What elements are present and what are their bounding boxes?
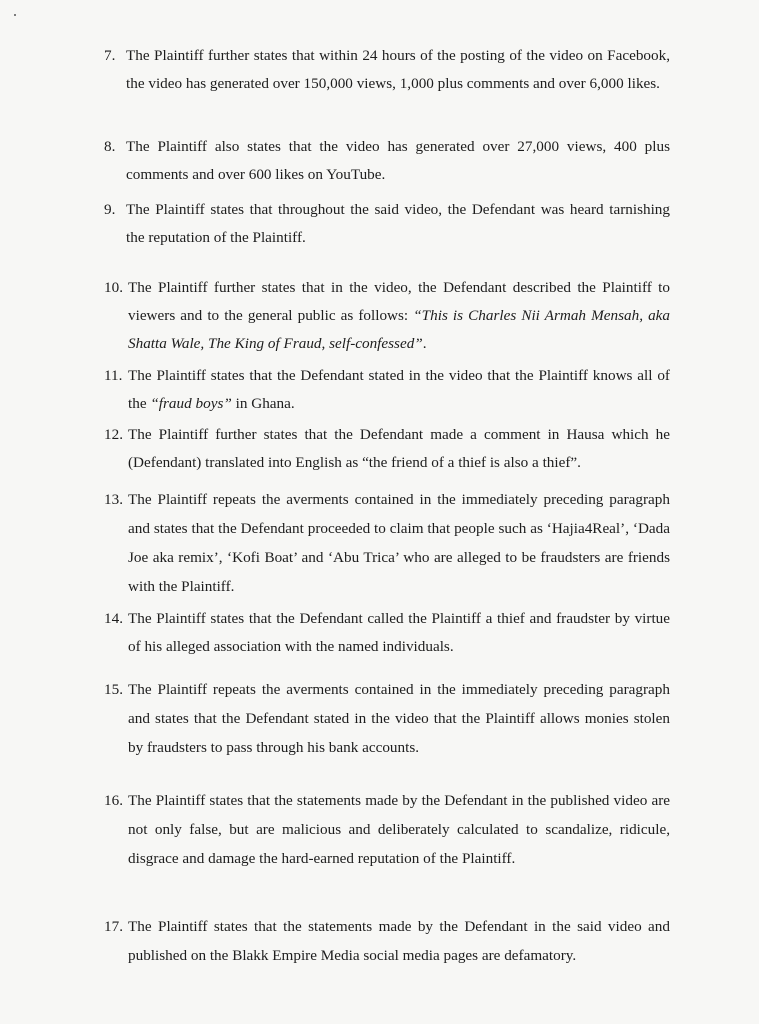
paragraph-13 (104, 485, 670, 601)
paragraph-text: The Plaintiff further states that the Defendant made a comment in Hausa which he (Defendant) translated into English as “the friend of a thief is also a thief”. (128, 426, 670, 471)
paragraph-7 (104, 42, 670, 98)
paragraph-text-lead: The Plaintiff further states that in the video, the Defendant described the Plaintiff to viewers and to the general public as follows: (128, 279, 670, 324)
paragraph-text-end: in Ghana. (231, 395, 295, 412)
scan-speck (14, 14, 16, 16)
paragraph-8 (104, 133, 670, 189)
paragraph-number: 7. (104, 47, 116, 64)
paragraph-number: 17. (104, 918, 123, 935)
paragraph-12 (104, 421, 670, 477)
paragraph-text-end: . (422, 335, 427, 352)
paragraph-text (104, 362, 670, 418)
paragraph-number: 9. (104, 201, 116, 218)
paragraph-17 (104, 912, 670, 970)
paragraph-10 (104, 274, 670, 358)
paragraph-text: The Plaintiff states that throughout the said video, the Defendant was heard tarnishing the reputation of the Plaintiff. (126, 201, 670, 246)
paragraph-number: 13. (104, 491, 123, 508)
paragraph-text: The Plaintiff repeats the averments contained in the immediately preceding paragraph and states that the Defendant proceeded to claim that people such as ‘Hajia4Real’, ‘Dada Joe aka remix’, ‘Kofi Boat’ and ‘Abu Trica’ who are alleged to be fraudsters are friends with the Plaintiff. (128, 491, 670, 595)
paragraph-number: 11. (104, 367, 123, 384)
paragraph-number: 14. (104, 610, 123, 627)
paragraph-16 (104, 786, 670, 873)
paragraph-9 (104, 196, 670, 252)
paragraph-number: 16. (104, 792, 123, 809)
paragraph-text-lead: The Plaintiff states that the Defendant stated in the video that the Plaintiff knows all of the (128, 367, 670, 412)
paragraph-11 (104, 362, 670, 418)
paragraph-15 (104, 675, 670, 762)
paragraph-14 (104, 605, 670, 661)
paragraph-text: The Plaintiff states that the Defendant called the Plaintiff a thief and fraudster by virtue of his alleged association with the named individuals. (128, 610, 670, 655)
paragraph-text: The Plaintiff states that the statements made by the Defendant in the said video and published on the Blakk Empire Media social media pages are defamatory. (128, 918, 670, 964)
paragraph-text: The Plaintiff also states that the video has generated over 27,000 views, 400 plus comments and over 600 likes on YouTube. (126, 138, 670, 183)
quoted-term: “fraud boys” (150, 395, 232, 412)
paragraph-text: The Plaintiff states that the statements made by the Defendant in the published video are not only false, but are malicious and deliberately calculated to scandalize, ridicule, disgrace and damage the hard-earned reputation of the Plaintiff. (128, 792, 670, 867)
paragraph-text: The Plaintiff further states that within 24 hours of the posting of the video on Facebook, the video has generated over 150,000 views, 1,000 plus comments and over 6,000 likes. (126, 47, 670, 92)
paragraph-number: 15. (104, 681, 123, 698)
paragraph-number: 10. (104, 279, 123, 296)
paragraph-text: The Plaintiff repeats the averments contained in the immediately preceding paragraph and states that the Defendant stated in the video that the Plaintiff allows monies stolen by fraudsters to pass through his bank accounts. (128, 681, 670, 756)
paragraph-number: 12. (104, 426, 123, 443)
quoted-description: “This is Charles Nii Armah Mensah, aka Shatta Wale, The King of Fraud, self-confessed” (128, 307, 670, 352)
paragraph-number: 8. (104, 138, 116, 155)
paragraph-text (104, 274, 670, 358)
